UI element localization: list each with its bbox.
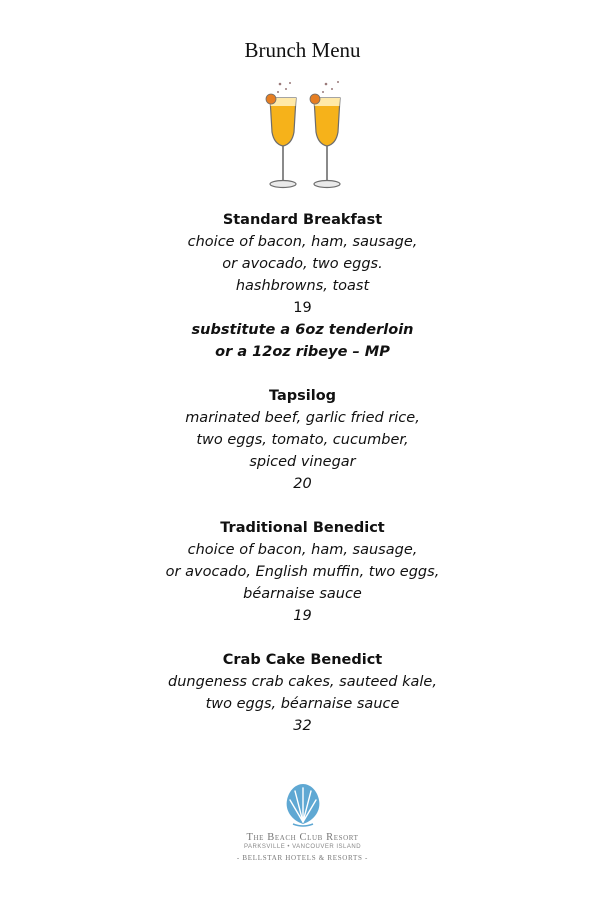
item-description: two eggs, béarnaise sauce xyxy=(205,696,400,712)
item-note: or a 12oz ribeye – MP xyxy=(215,344,390,360)
resort-name: The Beach Club Resort xyxy=(246,832,359,843)
item-price: 19 xyxy=(293,608,312,624)
menu-item-tapsilog xyxy=(0,385,605,495)
item-price: 32 xyxy=(293,718,312,734)
item-price: 20 xyxy=(293,476,312,492)
resort-logo xyxy=(0,780,605,862)
item-name: Traditional Benedict xyxy=(220,520,385,536)
item-description: dungeness crab cakes, sauteed kale, xyxy=(168,674,437,690)
page-title: Brunch Menu xyxy=(244,38,361,62)
menu-item-standard-breakfast xyxy=(0,209,605,363)
item-description: choice of bacon, ham, sausage, xyxy=(187,234,418,250)
resort-location: PARKSVILLE • VANCOUVER ISLAND xyxy=(243,844,362,850)
item-description: marinated beef, garlic fried rice, xyxy=(185,410,420,426)
item-description: or avocado, two eggs. xyxy=(222,256,383,272)
item-note: substitute a 6oz tenderloin xyxy=(191,322,414,338)
item-description: hashbrowns, toast xyxy=(235,278,370,294)
menu-item-crab-cake-benedict xyxy=(0,649,605,737)
shell-logo-icon xyxy=(281,780,325,828)
item-description: spiced vinegar xyxy=(249,454,356,470)
item-description: two eggs, tomato, cucumber, xyxy=(196,432,409,448)
item-name: Crab Cake Benedict xyxy=(222,652,383,668)
item-price: 19 xyxy=(293,300,312,316)
item-name: Tapsilog xyxy=(268,388,337,404)
resort-group: - BELLSTAR HOTELS & RESORTS - xyxy=(236,854,369,862)
menu-list xyxy=(0,209,605,759)
menu-item-traditional-benedict xyxy=(0,517,605,627)
item-name: Standard Breakfast xyxy=(222,212,383,228)
champagne-glasses-icon xyxy=(256,78,352,196)
item-description: choice of bacon, ham, sausage, xyxy=(187,542,418,558)
item-description: or avocado, English muffin, two eggs, xyxy=(165,564,440,580)
item-description: béarnaise sauce xyxy=(243,586,362,602)
